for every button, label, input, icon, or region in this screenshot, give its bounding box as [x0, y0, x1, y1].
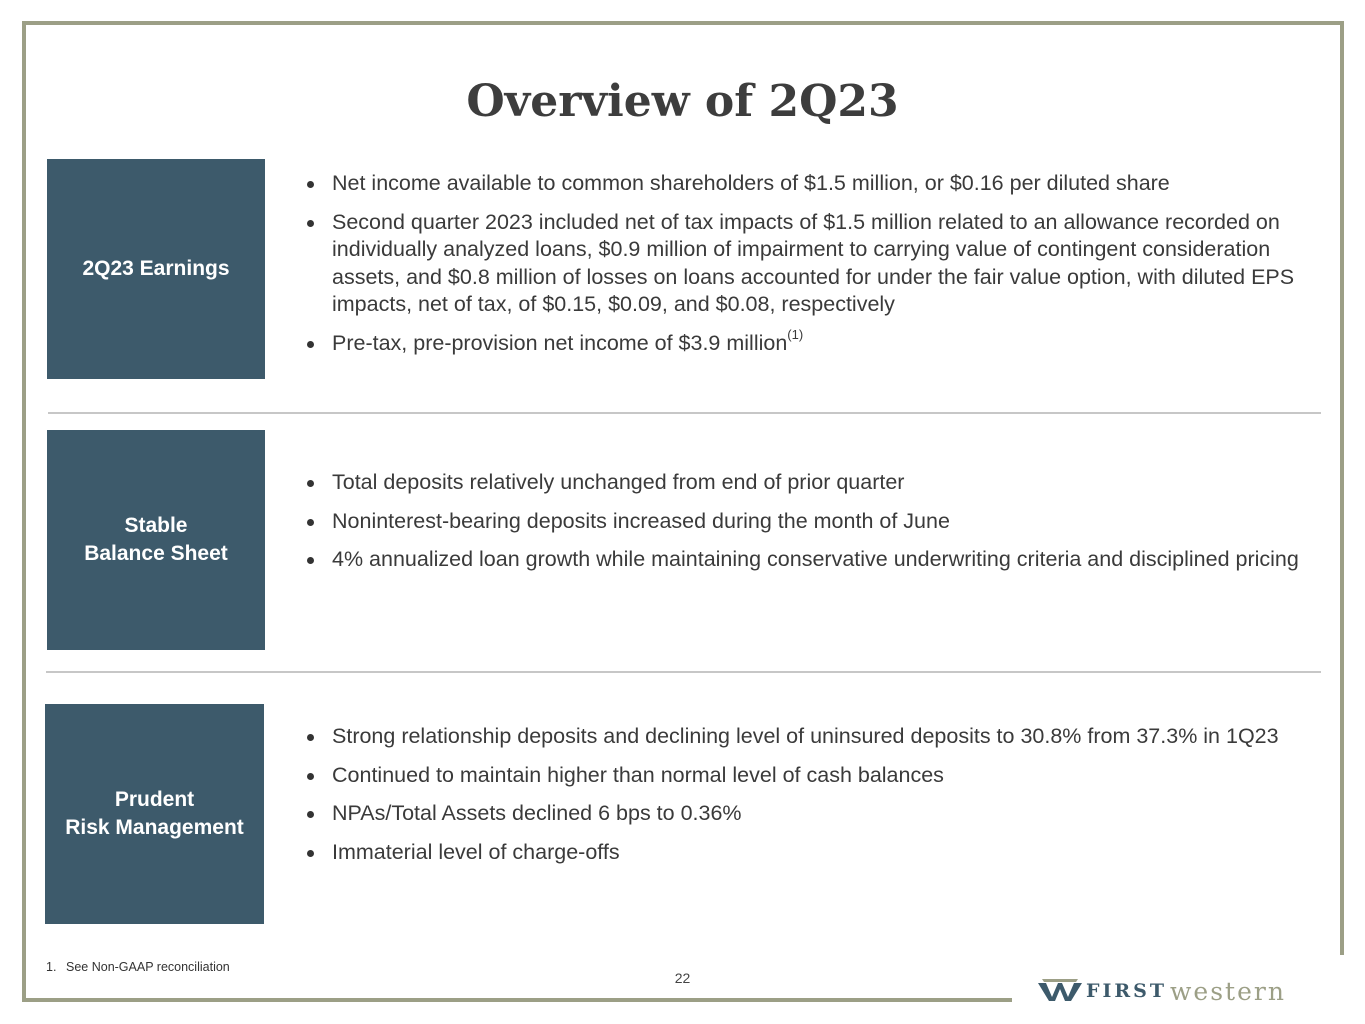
bullet-item [307, 723, 1307, 751]
section-label-line: Prudent [114, 788, 195, 811]
bullet-text: Net income available to common shareholders of $1.5 million, or $0.16 per diluted share [332, 171, 1170, 195]
bullet-item [307, 469, 1307, 497]
bullet-item [307, 170, 1307, 198]
bullet-item [307, 508, 1307, 536]
company-logo [1038, 976, 1344, 1006]
bullet-item [307, 839, 1307, 867]
section-label-line: Risk Management [65, 816, 244, 839]
bullet-text: NPAs/Total Assets declined 6 bps to 0.36% [332, 801, 742, 825]
bullet-item [307, 209, 1307, 319]
page-number: 22 [674, 970, 691, 986]
logo-text-western: western [1170, 976, 1286, 1006]
bullet-item [307, 800, 1307, 828]
page-title: Overview of 2Q23 [466, 76, 899, 127]
section-label-line: Balance Sheet [84, 542, 228, 565]
bullet-item [307, 546, 1307, 574]
bullet-item [307, 327, 1307, 358]
balance-sheet-bullet-list [307, 469, 1307, 585]
logo-text-first: FIRST [1086, 980, 1168, 1002]
bullet-text: Noninterest-bearing deposits increased during the month of June [332, 508, 950, 533]
bullet-text: 4% annualized loan growth while maintaining conservative underwriting criteria and disciplined pricing [332, 547, 1299, 571]
frame-bottom-border [22, 998, 1012, 1002]
footnote-marker: (1) [787, 327, 804, 343]
footnote-text: See Non-GAAP reconciliation [66, 960, 230, 974]
bullet-text: Pre-tax, pre-provision net income of $3.9 million [332, 330, 788, 355]
section-label-balance-sheet [47, 430, 265, 650]
bullet-text: Total deposits relatively unchanged from end of prior quarter [332, 470, 905, 494]
frame-right-border [1340, 21, 1344, 955]
section-divider [46, 671, 1321, 673]
frame-top-border [22, 21, 1344, 25]
risk-management-bullet-list [307, 723, 1307, 877]
bullet-text: Continued to maintain higher than normal level of cash balances [332, 762, 944, 787]
w-mark-icon [1038, 979, 1082, 1003]
section-label-risk-management [45, 704, 264, 924]
section-label-line: Stable [124, 514, 188, 537]
earnings-bullet-list [307, 170, 1307, 368]
section-label-earnings [47, 159, 265, 379]
footnote-number: 1. [46, 960, 57, 974]
section-label-line: 2Q23 Earnings [82, 257, 230, 280]
section-divider [48, 412, 1321, 414]
bullet-item [307, 762, 1307, 790]
bullet-text: Immaterial level of charge-offs [332, 839, 620, 864]
frame-left-border [22, 21, 26, 1002]
bullet-text: Strong relationship deposits and declining level of uninsured deposits to 30.8% from 37.3% in 1Q23 [332, 724, 1279, 748]
bullet-text: Second quarter 2023 included net of tax impacts of $1.5 million related to an allowance recorded on individually analyzed loans, $0.9 million of impairment to carrying value of contingent consideration assets, and $0.8 million of losses on loans accounted for under the fair value option, with diluted EPS impacts, net of tax, of $0.15, $0.09, and $0.08, respectively [332, 209, 1295, 316]
